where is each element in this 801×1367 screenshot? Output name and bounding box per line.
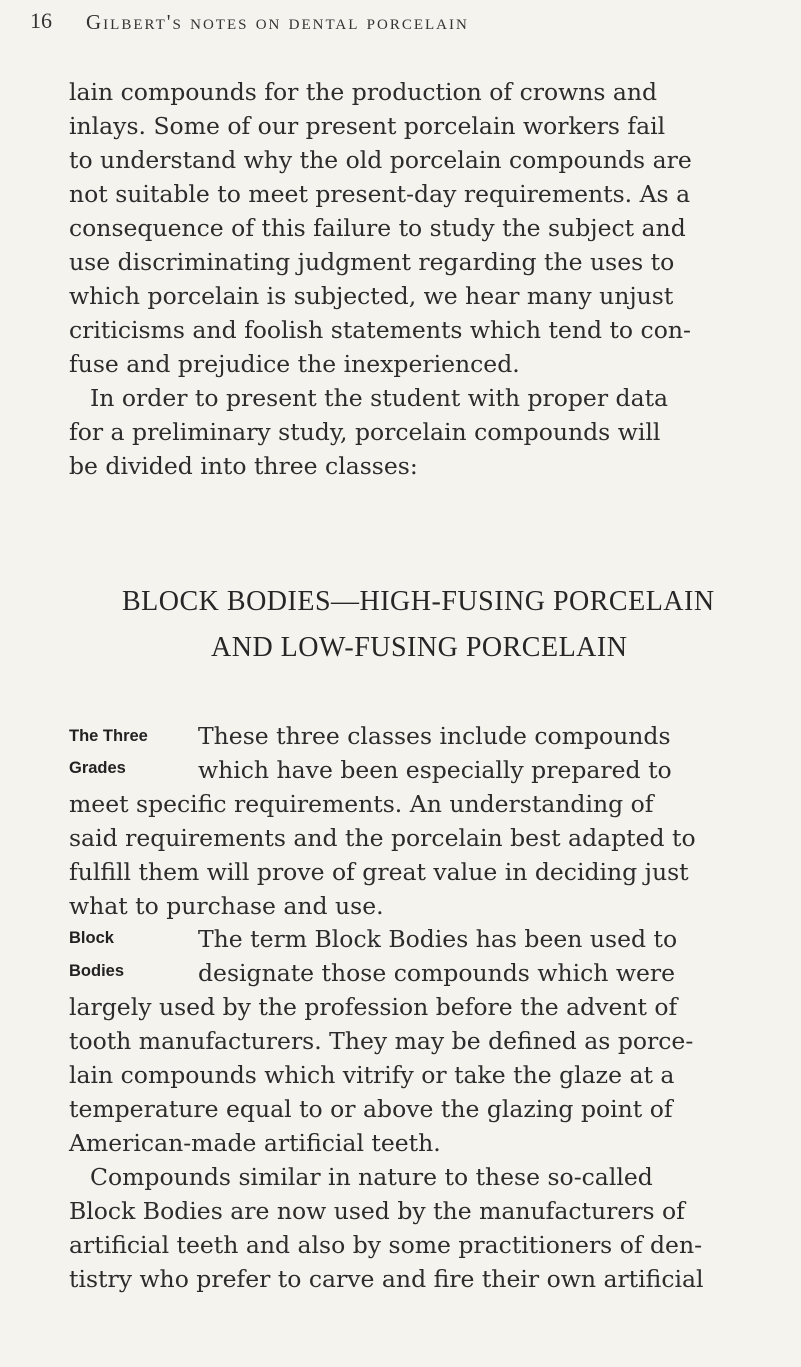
text-line: Compounds similar in nature to these so-called <box>90 1163 653 1191</box>
sidenote-block-bodies-line-2: Bodies <box>69 962 125 980</box>
sidenote-three-grades-line-2: Grades <box>69 759 126 777</box>
running-head <box>30 8 770 44</box>
text-line: American-made artificial teeth. <box>69 1129 441 1157</box>
text-line: Block Bodies are now used by the manufacturers of <box>69 1197 685 1225</box>
text-line: for a preliminary study, porcelain compounds will <box>69 418 661 446</box>
text-line: inlays. Some of our present porcelain workers fail <box>69 112 666 140</box>
text-line: which have been especially prepared to <box>198 756 672 784</box>
text-line: to understand why the old porcelain compounds are <box>69 146 692 174</box>
text-line: use discriminating judgment regarding the uses to <box>69 248 675 276</box>
section-heading-line-2: AND LOW-FUSING PORCELAIN <box>211 632 628 663</box>
text-line: consequence of this failure to study the subject and <box>69 214 686 242</box>
text-line: artificial teeth and also by some practitioners of den- <box>69 1231 703 1259</box>
text-line: The term Block Bodies has been used to <box>198 925 678 953</box>
running-title: Gilbert's notes on dental porcelain <box>86 10 469 34</box>
text-line: what to purchase and use. <box>69 892 384 920</box>
text-line: fuse and prejudice the inexperienced. <box>69 350 520 378</box>
text-line: tooth manufacturers. They may be defined as porce- <box>69 1027 694 1055</box>
section-heading-line-1: BLOCK BODIES—HIGH-FUSING PORCELAIN <box>122 586 715 617</box>
text-line: These three classes include compounds <box>198 722 671 750</box>
text-line: not suitable to meet present-day requirements. As a <box>69 180 691 208</box>
text-line: criticisms and foolish statements which tend to con- <box>69 316 691 344</box>
text-line: tistry who prefer to carve and fire their own artificial <box>69 1265 704 1293</box>
text-line: meet specific requirements. An understanding of <box>69 790 654 818</box>
text-line: designate those compounds which were <box>198 959 676 987</box>
text-line: largely used by the profession before the advent of <box>69 993 678 1021</box>
text-line: fulfill them will prove of great value in deciding just <box>69 858 689 886</box>
text-line: be divided into three classes: <box>69 452 418 480</box>
sidenote-three-grades-line-1: The Three <box>69 727 148 745</box>
sidenote-block-bodies-line-1: Block <box>69 929 114 947</box>
text-line: which porcelain is subjected, we hear many unjust <box>69 282 674 310</box>
text-line: said requirements and the porcelain best adapted to <box>69 824 696 852</box>
text-line: In order to present the student with proper data <box>90 384 669 412</box>
page-number: 16 <box>30 8 52 33</box>
text-line: lain compounds which vitrify or take the glaze at a <box>69 1061 675 1089</box>
text-line: lain compounds for the production of crowns and <box>69 78 658 106</box>
text-line: temperature equal to or above the glazing point of <box>69 1095 673 1123</box>
